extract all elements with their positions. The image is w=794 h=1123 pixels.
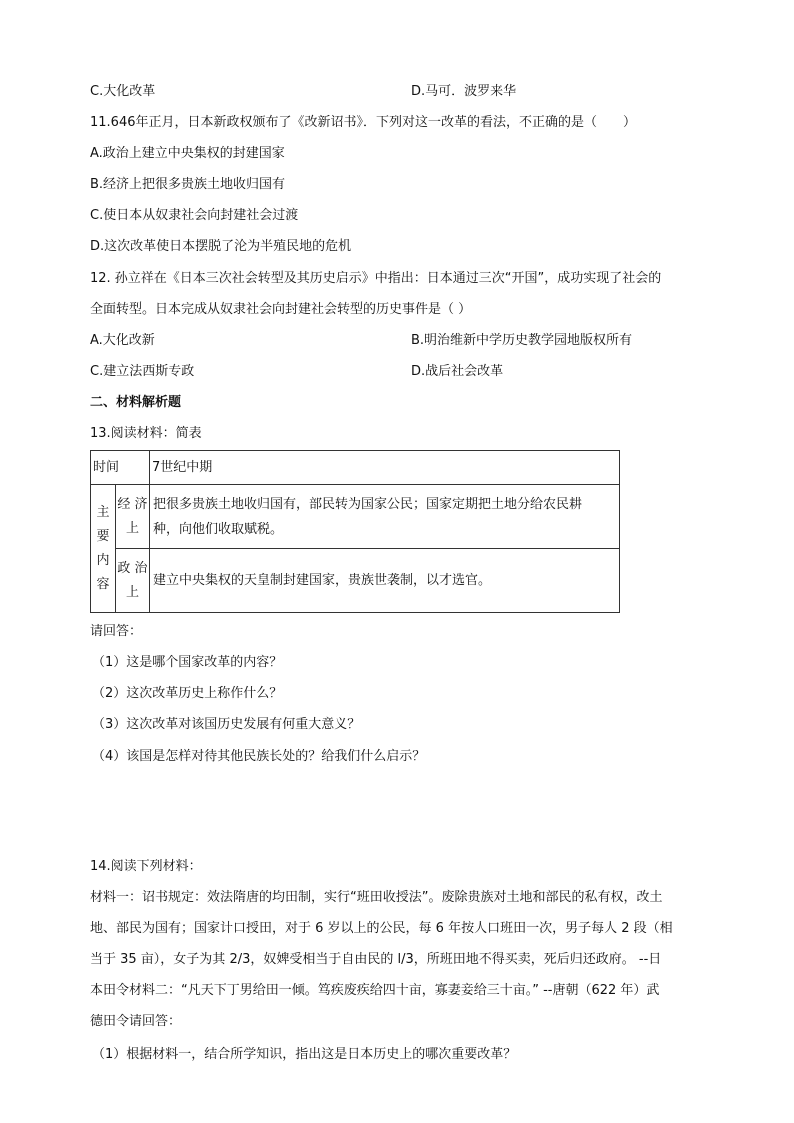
q11-stem: 11.646年正月，日本新政权颁布了《改新诏书》．下列对这一改革的看法，不正确的是（ ） [90, 115, 636, 130]
q14-material-line-4: 本田令材料二：“凡天下丁男给田一倾。笃疾废疾给四十亩，寡妻妾给三十亩。” --唐朝（622 年）武 [90, 983, 660, 998]
q14-material-line-5: 德田令请回答： [90, 1014, 182, 1029]
q14-material-line-1: 材料一：诏书规定：效法隋唐的均田制，实行“班田收授法”。废除贵族对土地和部民的私有权，改土 [90, 890, 663, 905]
q14-material-line-2: 地、部民为国有；国家计口授田，对于 6 岁以上的公民，每 6 年按人口班田一次，男子每人 2 段（相 [90, 921, 673, 936]
q10-option-c: C.大化改革 [90, 84, 156, 99]
q11-option-a: A.政治上建立中央集权的封建国家 [90, 146, 285, 161]
economic-content: 把很多贵族土地收归国有，部民转为国家公民；国家定期把土地分给农民耕 种，向他们收取赋税。 [150, 485, 620, 549]
political-label: 政 治 上 [116, 549, 150, 613]
reform-table [90, 450, 620, 613]
section-title: 二、材料解析题 [90, 395, 182, 410]
q14-question-1: （1）根据材料一，结合所学知识，指出这是日本历史上的哪次重要改革？ [92, 1047, 517, 1062]
time-label: 时间 [91, 451, 150, 485]
main-content-label: 主 要 内 容 [91, 485, 116, 613]
q13-intro: 13.阅读材料：简表 [90, 426, 202, 441]
table-row [91, 451, 620, 485]
q13-prompt: 请回答： [90, 624, 143, 639]
q12-option-c: C.建立法西斯专政 [90, 364, 195, 379]
q12-stem-line1: 12. 孙立祥在《日本三次社会转型及其历史启示》中指出：日本通过三次“开国”，成功实现了社会的 [90, 271, 662, 286]
q14-intro: 14.阅读下列材料： [90, 859, 202, 874]
q13-question-2: （2）这次改革历史上称作什么？ [92, 686, 283, 701]
time-value: 7世纪中期 [150, 451, 620, 485]
q13-question-1: （1）这是哪个国家改革的内容？ [92, 655, 283, 670]
q10-option-d: D.马可．波罗来华 [411, 84, 517, 99]
q12-option-a: A.大化改新 [90, 333, 155, 348]
q11-option-d: D.这次改革使日本摆脱了沦为半殖民地的危机 [90, 239, 352, 254]
q11-option-b: B.经济上把很多贵族土地收归国有 [90, 177, 286, 192]
q14-material-line-3: 当于 35 亩），女子为其 2/3，奴婢受相当于自由民的 l/3，所班田地不得买卖，死后归还政府。 --日 [90, 952, 662, 967]
economic-label: 经 济 上 [116, 485, 150, 549]
q11-option-c: C.使日本从奴隶社会向封建社会过渡 [90, 208, 299, 223]
q13-question-3: （3）这次改革对该国历史发展有何重大意义？ [92, 717, 361, 732]
political-content: 建立中央集权的天皇制封建国家，贵族世袭制，以才选官。 [150, 549, 620, 613]
q12-option-b: B.明治维新中学历史教学园地版权所有 [411, 333, 633, 348]
table-row [91, 485, 620, 549]
q13-question-4: （4）该国是怎样对待其他民族长处的？给我们什么启示？ [92, 749, 426, 764]
q12-stem-line2: 全面转型。日本完成从奴隶社会向封建社会转型的历史事件是（ ） [90, 302, 472, 317]
table-row [91, 549, 620, 613]
q12-option-d: D.战后社会改革 [411, 364, 504, 379]
